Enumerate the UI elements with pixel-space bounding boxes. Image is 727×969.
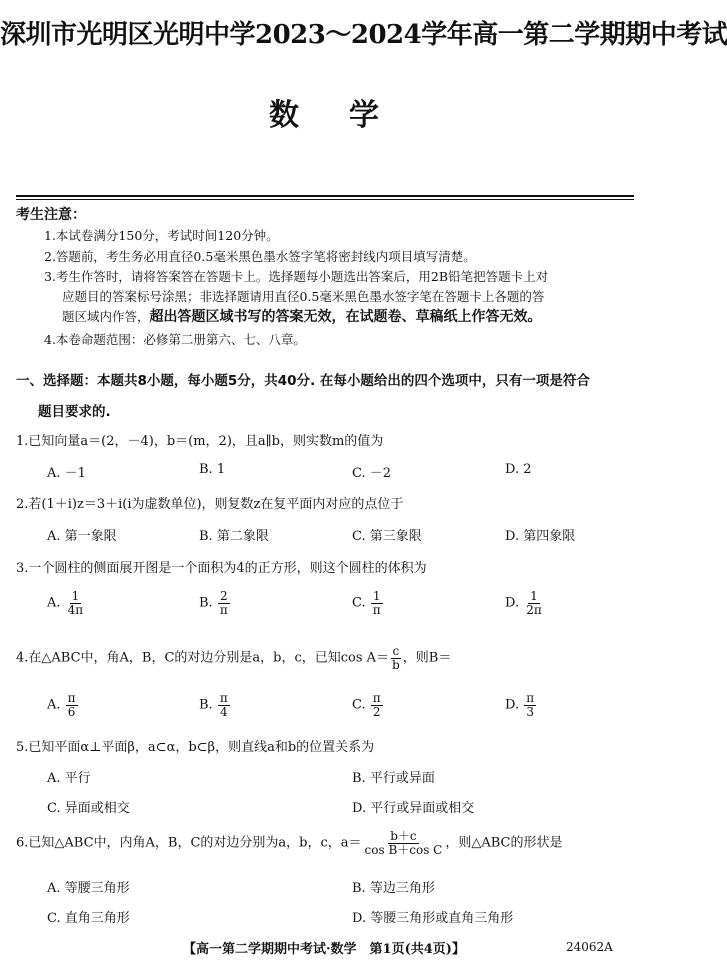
question-4-option-c	[352, 692, 384, 718]
section-heading-cont: 题目要求的.	[38, 404, 111, 420]
notice-item-2: 2.答题前，考生务必用直径0.5毫米黑色墨水签字笔将密封线内项目填写清楚。	[44, 249, 476, 264]
question-1-option-c: C. －2	[352, 466, 392, 481]
fraction	[371, 590, 383, 616]
numerator: π	[526, 691, 535, 705]
notice-item-4: 4.本卷命题范围：必修第二册第六、七、八章。	[44, 332, 306, 347]
question-6-option-d: D. 等腰三角形或直角三角形	[352, 911, 514, 926]
denominator: 6	[67, 704, 76, 719]
question-4-option-a	[47, 692, 79, 718]
denominator: b	[392, 657, 400, 672]
divider-thin	[16, 199, 634, 200]
page-footer: 【高一第二学期期中考试·数学 第1页(共4页)】	[183, 942, 465, 957]
question-2-option-b: B. 第二象限	[199, 529, 269, 544]
notice-item-1: 1.本试卷满分150分，考试时间120分钟。	[44, 228, 279, 243]
question-6-option-a: A. 等腰三角形	[47, 881, 130, 896]
option-label: C.	[352, 697, 366, 713]
fraction	[371, 692, 383, 718]
option-label: C.	[352, 595, 366, 611]
question-6-stem-post: ，则△ABC的形状是	[445, 835, 563, 851]
question-6-stem	[16, 830, 563, 856]
question-4-stem	[16, 645, 451, 671]
question-1-option-d: D. 2	[505, 462, 532, 477]
question-5-option-c: C. 异面或相交	[47, 801, 130, 816]
question-5-stem: 5.已知平面α⊥平面β，a⊂α，b⊂β，则直线a和b的位置关系为	[16, 740, 375, 755]
option-label: B.	[199, 595, 213, 611]
denominator: π	[372, 602, 381, 617]
fraction	[524, 692, 536, 718]
denominator: π	[219, 602, 228, 617]
question-3-option-b	[199, 590, 231, 616]
question-1-stem: 1.已知向量a＝(2，－4)，b＝(m，2)，且a∥b，则实数m的值为	[16, 434, 384, 449]
divider-thick	[16, 195, 634, 197]
notice-warning: 超出答题区域书写的答案无效，在试题卷、草稿纸上作答无效。	[149, 309, 542, 325]
fraction	[363, 830, 445, 856]
option-label: A.	[47, 595, 61, 611]
fraction	[390, 645, 402, 671]
numerator: 1	[71, 589, 80, 603]
option-label: B.	[199, 697, 213, 713]
question-6-stem-pre: 6.已知△ABC中，内角A，B，C的对边分别为a，b，c，a＝	[16, 835, 362, 851]
question-2-stem: 2.若(1＋i)z＝3＋i(i为虚数单位)，则复数z在复平面内对应的点位于	[16, 497, 404, 512]
question-6-option-b: B. 等边三角形	[352, 881, 435, 896]
fraction	[218, 692, 230, 718]
question-3-stem: 3.一个圆柱的侧面展开图是一个面积为4的正方形，则这个圆柱的体积为	[16, 561, 427, 576]
option-label: D.	[505, 697, 520, 713]
numerator: b＋c	[390, 829, 417, 843]
fraction	[66, 692, 78, 718]
numerator: c	[392, 644, 400, 658]
section-heading: 一、选择题：本题共8小题，每小题5分，共40分. 在每小题给出的四个选项中，只有一项是符合	[16, 373, 590, 389]
question-3-option-d	[505, 590, 545, 616]
question-4-stem-post: ，则B＝	[402, 650, 452, 666]
numerator: 1	[530, 589, 538, 603]
question-5-option-a: A. 平行	[47, 771, 91, 786]
numerator: π	[67, 691, 76, 705]
numerator: π	[372, 691, 381, 705]
question-4-option-b	[199, 692, 231, 718]
denominator: cos B＋cos C	[364, 842, 443, 857]
notice-item-3-tail: 题区域内作答，	[62, 309, 150, 324]
question-2-option-a: A. 第一象限	[47, 529, 117, 544]
question-4-option-d	[505, 692, 537, 718]
numerator: 2	[219, 589, 228, 603]
numerator: π	[219, 691, 228, 705]
fraction	[66, 590, 86, 616]
numerator: 1	[372, 589, 381, 603]
fraction	[524, 590, 544, 616]
option-label: A.	[47, 697, 61, 713]
question-5-option-b: B. 平行或异面	[352, 771, 435, 786]
notice-item-3-cont2	[62, 306, 542, 326]
question-6-option-c: C. 直角三角形	[47, 911, 130, 926]
question-3-option-c	[352, 590, 384, 616]
question-1-option-b: B. 1	[199, 462, 226, 477]
exam-code: 24062A	[566, 940, 613, 954]
denominator: 2π	[526, 602, 542, 617]
denominator: 4	[219, 704, 228, 719]
question-5-option-d: D. 平行或异面或相交	[352, 801, 475, 816]
denominator: 2	[372, 704, 381, 719]
question-1-option-a: A. －1	[47, 466, 86, 481]
option-label: D.	[505, 595, 520, 611]
notice-item-3-cont: 应题目的答案标号涂黑；非选择题请用直径0.5毫米黑色墨水签字笔在答题卡上各题的答	[62, 289, 545, 304]
subject-title: 数学	[269, 98, 429, 133]
exam-title: 深圳市光明区光明中学2023～2024学年高一第二学期期中考试	[0, 20, 727, 50]
question-4-stem-pre: 4.在△ABC中，角A，B，C的对边分别是a，b，c，已知cos A＝	[16, 650, 390, 666]
question-2-option-c: C. 第三象限	[352, 529, 422, 544]
denominator: 3	[526, 704, 534, 719]
fraction	[218, 590, 230, 616]
question-3-option-a	[47, 590, 86, 616]
notice-title: 考生注意：	[16, 207, 86, 223]
question-2-option-d: D. 第四象限	[505, 529, 576, 544]
notice-item-3: 3.考生作答时，请将答案答在答题卡上。选择题每小题选出答案后，用2B铅笔把答题卡上对	[44, 269, 549, 284]
denominator: 4π	[67, 602, 84, 617]
